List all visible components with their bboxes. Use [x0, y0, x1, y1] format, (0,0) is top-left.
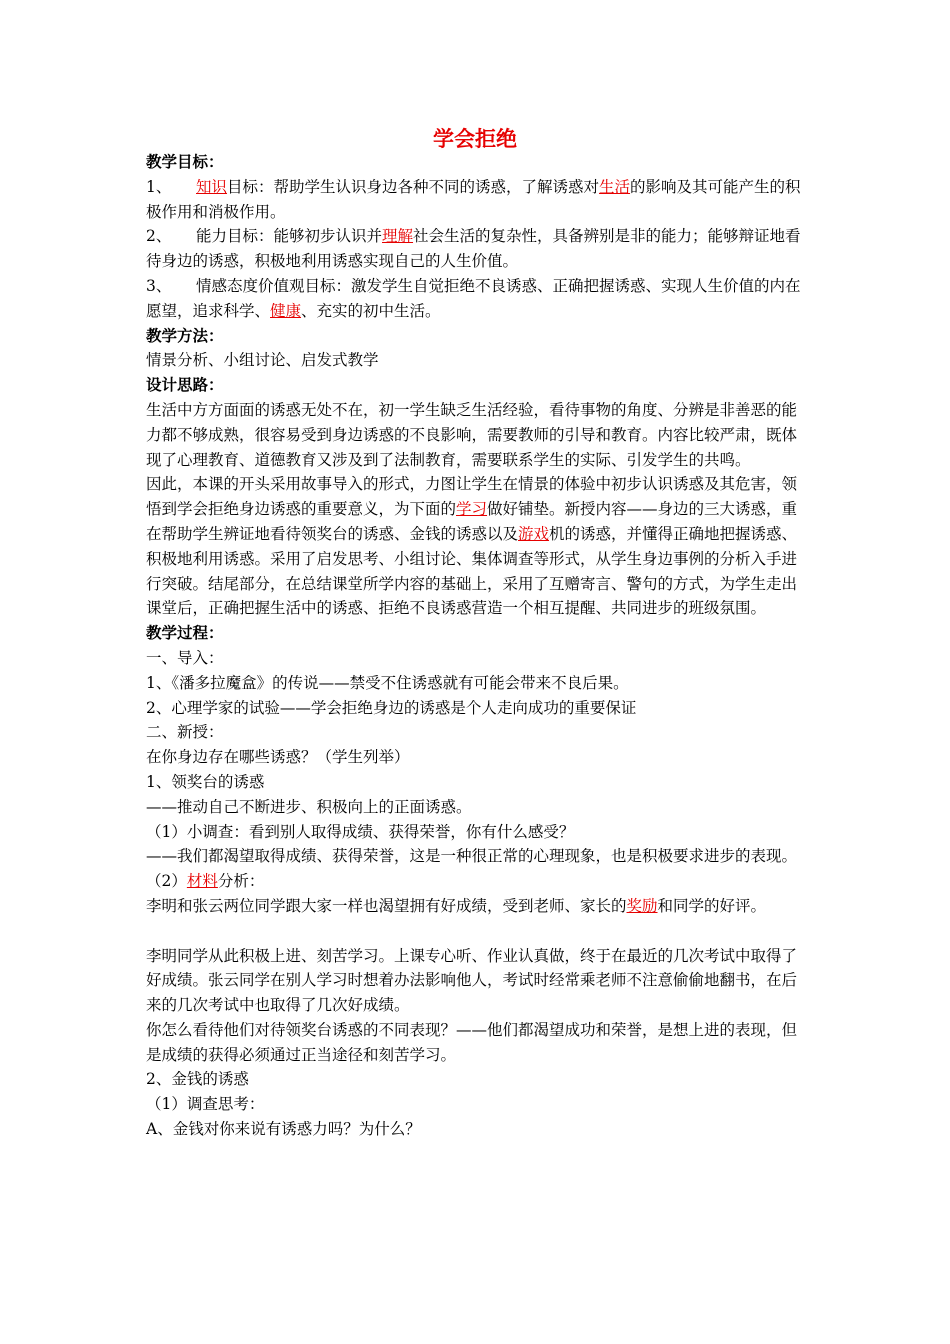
process-section-1-material: （2）材料分析： — [146, 872, 265, 891]
process-section-2-survey: （1）调查思考： — [146, 1095, 265, 1114]
goal-3: 3、 情感态度价值观目标：激发学生自觉拒绝不良诱惑、正确把握诱惑、实现人生价值的内在愿望，追求科学、健康、充实的初中生活。 — [146, 274, 806, 324]
process-section-1-story: 李明同学从此积极上进、刻苦学习。上课专心听、作业认真做，终于在最近的几次考试中取得了好成绩。张云同学在别人学习时想着办法影响他人，考试时经常乘老师不注意偷偷地翻书，在后来的几次考试中也取得了几次好成绩。 — [146, 946, 798, 1015]
process-section-2-question-a: A、金钱对你来说有诱惑力吗？为什么？ — [146, 1120, 421, 1139]
process-intro-item-1: 1、《潘多拉魔盒》的传说——禁受不住诱惑就有可能会带来不良后果。 — [146, 673, 629, 692]
section-heading-process: 教学过程： — [146, 624, 224, 643]
link-understand[interactable]: 理解 — [382, 227, 414, 246]
design-paragraph-2: 因此，本课的开头采用故事导入的形式，力图让学生在情景的体验中初步认识诱惑及其危害，领悟到学会拒绝身边诱惑的重要意义，为下面的学习做好铺垫。新授内容——身边的三大诱惑，重在帮助学生辨证地看待领奖台的诱惑、金钱的诱惑以及游戏机的诱惑，并懂得正确地把握诱惑、积极地利用诱惑。采用了启发思考、小组讨论、集体调查等形式，从学生身边事例的分析入手进行突破。结尾部分，在总结课堂所学内容的基础上，采用了互赠寄言、警句的方式，为学生走出课堂后，正确把握生活中的诱惑、拒绝不良诱惑营造一个相互提醒、共同进步的班级氛围。 — [146, 475, 798, 618]
link-study[interactable]: 学习 — [456, 500, 488, 519]
process-section-1-note: ——推动自己不断进步、积极向上的正面诱惑。 — [146, 797, 472, 816]
method-text: 情景分析、小组讨论、启发式教学 — [146, 351, 379, 370]
goal-number: 3、 — [146, 276, 172, 295]
document-body — [146, 150, 806, 1142]
process-section-1-discussion: 你怎么看待他们对待领奖台诱惑的不同表现？——他们都渴望成功和荣誉，是想上进的表现，但是成绩的获得必须通过正当途径和刻苦学习。 — [146, 1020, 798, 1064]
section-heading-method: 教学方法： — [146, 326, 224, 345]
goal-1: 1、 知识目标：帮助学生认识身边各种不同的诱惑，了解诱惑对生活的影响及其可能产生的积极作用和消极作用。 — [146, 175, 806, 225]
goal-2: 2、 能力目标：能够初步认识并理解社会生活的复杂性，具备辨别是非的能力；能够辩证地看待身边的诱惑，积极地利用诱惑实现自己的人生价值。 — [146, 224, 806, 274]
link-game[interactable]: 游戏 — [518, 524, 550, 543]
section-heading-design: 设计思路： — [146, 376, 224, 395]
process-section-1-answer: ——我们都渴望取得成绩、获得荣誉，这是一种很正常的心理现象，也是积极要求进步的表现。 — [146, 847, 798, 866]
process-section-2: 2、金钱的诱惑 — [146, 1070, 249, 1089]
blank-line — [146, 919, 806, 944]
goal-number: 1、 — [146, 177, 172, 196]
link-material[interactable]: 材料 — [186, 872, 218, 891]
link-life[interactable]: 生活 — [599, 177, 631, 196]
process-question: 在你身边存在哪些诱惑？（学生列举） — [146, 748, 410, 767]
link-reward[interactable]: 奖励 — [626, 896, 658, 915]
link-health[interactable]: 健康 — [270, 301, 302, 320]
design-paragraph-1: 生活中方方面面的诱惑无处不在，初一学生缺乏生活经验，看待事物的角度、分辨是非善恶的能力都不够成熟，很容易受到身边诱惑的不良影响，需要教师的引导和教育。内容比较严肃，既体现了心理教育、道德教育又涉及到了法制教育，需要联系学生的实际、引发学生的共鸣。 — [146, 400, 798, 469]
goal-number: 2、 — [146, 227, 172, 246]
document-title: 学会拒绝 — [433, 127, 517, 151]
process-intro-item-2: 2、心理学家的试验——学会拒绝身边的诱惑是个人走向成功的重要保证 — [146, 698, 637, 717]
link-knowledge[interactable]: 知识 — [196, 177, 228, 196]
process-section-1-survey: （1）小调查：看到别人取得成绩、获得荣誉，你有什么感受？ — [146, 822, 575, 841]
process-section-1: 1、领奖台的诱惑 — [146, 772, 265, 791]
process-new: 二、新授： — [146, 723, 224, 742]
section-heading-goals: 教学目标： — [146, 153, 224, 171]
process-intro: 一、导入： — [146, 648, 224, 667]
process-section-1-case: 李明和张云两位同学跟大家一样也渴望拥有好成绩，受到老师、家长的奖励和同学的好评。 — [146, 896, 767, 915]
